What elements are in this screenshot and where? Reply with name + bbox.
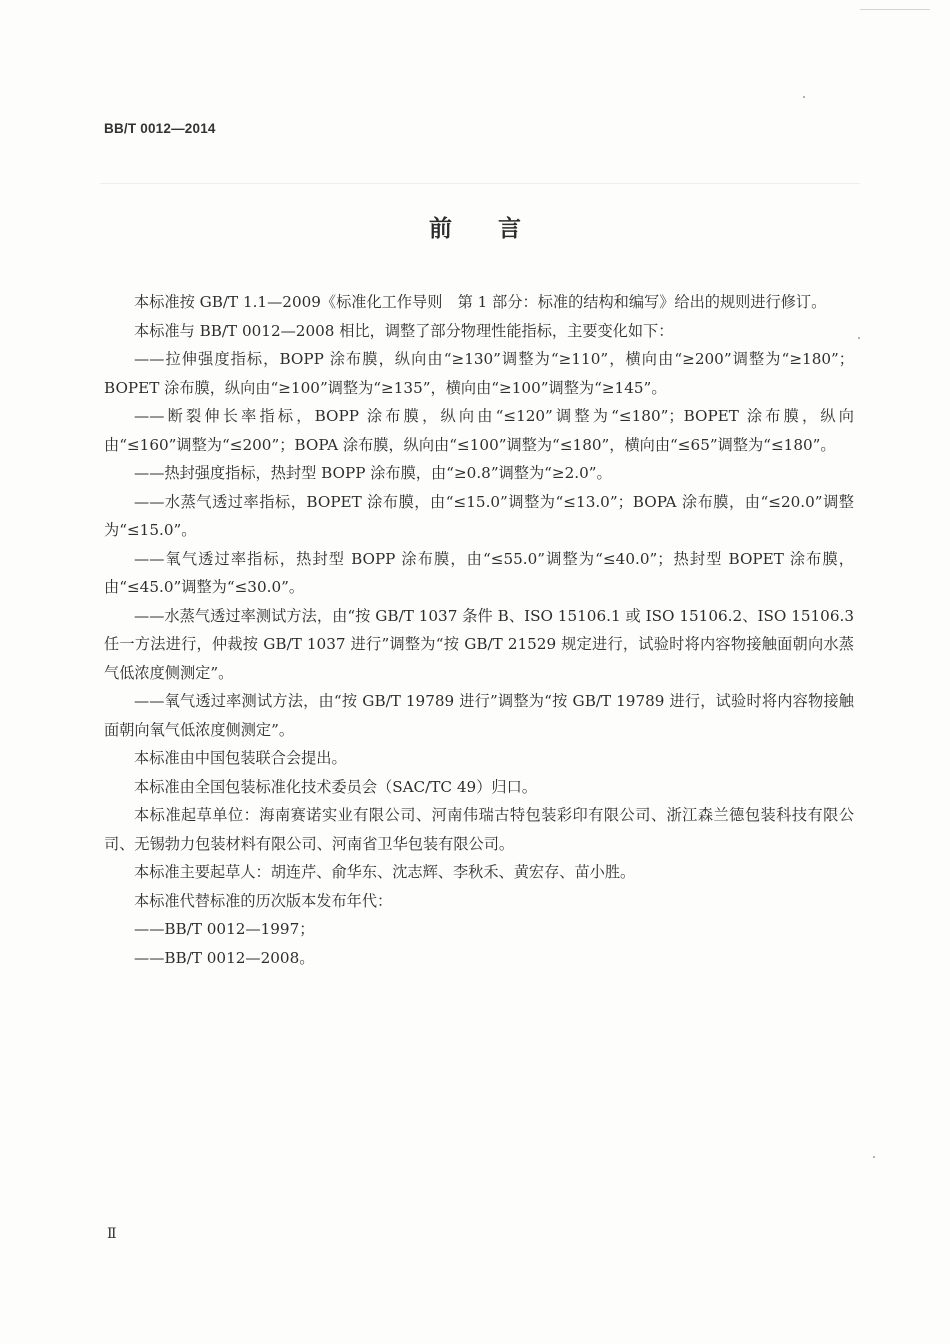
change-item-tensile-strength: ——拉伸强度指标，BOPP 涂布膜，纵向由“≥130”调整为“≥110”，横向由“≥200”调整为“≥180”；BOPET 涂布膜，纵向由“≥100”调整为“≥135”，横向由“≥100”调整为“≥145”。 <box>104 350 854 397</box>
change-item-water-vapor-method: ——水蒸气透过率测试方法，由“按 GB/T 1037 条件 B、ISO 15106.1 或 ISO 15106.2、ISO 15106.3 任一方法进行，仲裁按 GB/T 1037 进行”调整为“按 GB/T 21529 规定进行，试验时将内容物接触面朝向水蒸气低浓度侧测定”。 <box>104 606 854 682</box>
scan-speck <box>858 337 860 339</box>
change-item-oxygen-rate: ——氧气透过率指标，热封型 BOPP 涂布膜，由“≤55.0”调整为“≤40.0”；热封型 BOPET 涂布膜，由“≤45.0”调整为“≤30.0”。 <box>104 549 854 596</box>
paragraph-proposed-by: 本标准由中国包装联合会提出。 <box>134 749 347 767</box>
change-item-elongation: ——断裂伸长率指标，BOPP 涂布膜，纵向由“≤120”调整为“≤180”；BOPET 涂布膜，纵向由“≤160”调整为“≤200”；BOPA 涂布膜，纵向由“≤100”调整为“≤180”，横向由“≤65”调整为“≤180”。 <box>104 407 854 454</box>
scan-speck <box>873 1156 875 1158</box>
change-item-heat-seal-strength: ——热封强度指标，热封型 BOPP 涂布膜，由“≥0.8”调整为“≥2.0”。 <box>134 464 612 482</box>
scan-speck <box>803 96 805 98</box>
paragraph-drafting-rules: 本标准按 GB/T 1.1—2009《标准化工作导则 第 1 部分：标准的结构和编写》给出的规则进行修订。 <box>134 293 827 311</box>
standard-code: BB/T 0012—2014 <box>104 121 216 136</box>
preface-body <box>104 288 854 972</box>
paragraph-drafters: 本标准主要起草人：胡连芹、俞华东、沈志辉、李秋禾、黄宏存、苗小胜。 <box>134 863 636 881</box>
history-item-1997: ——BB/T 0012—1997； <box>134 920 315 938</box>
page-number: Ⅱ <box>107 1226 117 1242</box>
page-title: 前言 <box>429 216 567 242</box>
paragraph-drafting-units: 本标准起草单位：海南赛诺实业有限公司、河南伟瑞古特包装彩印有限公司、浙江森兰德包装科技有限公司、无锡勃力包装材料有限公司、河南省卫华包装有限公司。 <box>104 806 854 853</box>
history-item-2008: ——BB/T 0012—2008。 <box>134 948 315 967</box>
paragraph-technical-committee: 本标准由全国包装标准化技术委员会（SAC/TC 49）归口。 <box>134 777 537 796</box>
header-divider <box>100 183 860 184</box>
change-item-water-vapor-rate: ——水蒸气透过率指标，BOPET 涂布膜，由“≤15.0”调整为“≤13.0”；BOPA 涂布膜，由“≤20.0”调整为“≤15.0”。 <box>104 492 854 539</box>
change-item-oxygen-method: ——氧气透过率测试方法，由“按 GB/T 19789 进行”调整为“按 GB/T 19789 进行，试验时将内容物接触面朝向氧气低浓度侧测定”。 <box>104 692 854 739</box>
top-edge-rule <box>860 9 930 10</box>
paragraph-changes-intro: 本标准与 BB/T 0012—2008 相比，调整了部分物理性能指标，主要变化如下： <box>134 321 674 340</box>
paragraph-history-intro: 本标准代替标准的历次版本发布年代： <box>134 891 393 910</box>
